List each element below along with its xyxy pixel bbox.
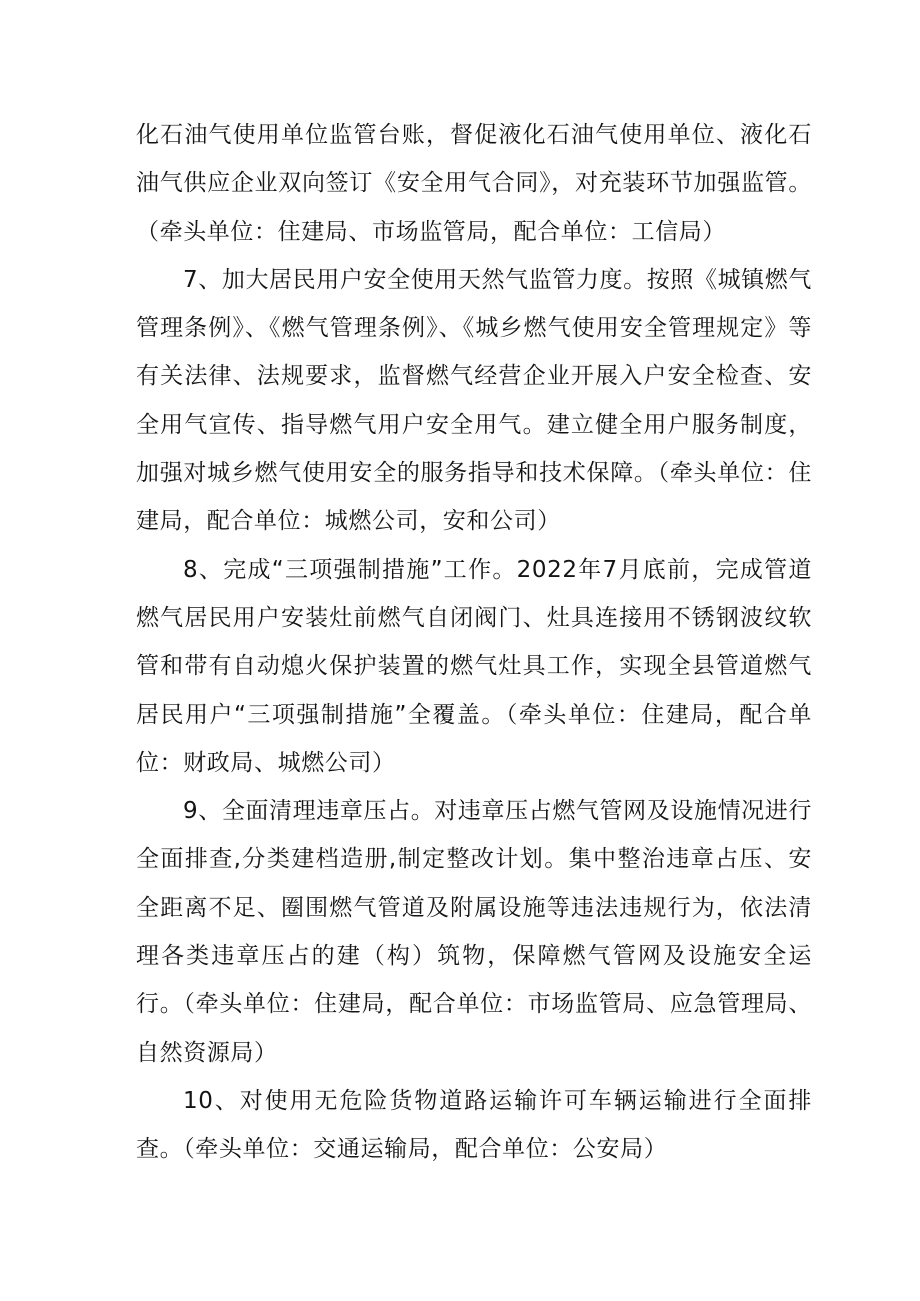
document-page xyxy=(136,111,812,1174)
paragraph-item-8: 8、完成“三项强制措施”工作。2022年7月底前，完成管道燃气居民用户安装灶前燃气自闭阀门、灶具连接用不锈钢波纹软管和带有自动熄火保护装置的燃气灶具工作，实现全县管道燃气居民用户“三项强制措施”全覆盖。（牵头单位：住建局，配合单位：财政局、城燃公司） xyxy=(136,556,812,776)
paragraph-item-9: 9、全面清理违章压占。对违章压占燃气管网及设施情况进行全面排查,分类建档造册,制定整改计划。集中整治违章占压、安全距离不足、圈围燃气管道及附属设施等违法违规行为，依法清理各类违章压占的建（构）筑物，保障燃气管网及设施安全运行。（牵头单位：住建局，配合单位：市场监管局、应急管理局、自然资源局） xyxy=(136,798,812,1066)
paragraph-lpg-supervision: 化石油气使用单位监管台账，督促液化石油气使用单位、液化石油气供应企业双向签订《安全用气合同》，对充装环节加强监管。（牵头单位：住建局、市场监管局，配合单位：工信局） xyxy=(136,122,812,245)
paragraph-item-10: 10、对使用无危险货物道路运输许可车辆运输进行全面排查。（牵头单位：交通运输局，配合单位：公安局） xyxy=(136,1087,812,1163)
paragraph-item-7: 7、加大居民用户安全使用天然气监管力度。按照《城镇燃气管理条例》、《燃气管理条例》、《城乡燃气使用安全管理规定》等有关法律、法规要求，监督燃气经营企业开展入户安全检查、安全用气宣传、指导燃气用户安全用气。建立健全用户服务制度，加强对城乡燃气使用安全的服务指导和技术保障。（牵头单位：住建局，配合单位：城燃公司，安和公司） xyxy=(136,266,812,535)
